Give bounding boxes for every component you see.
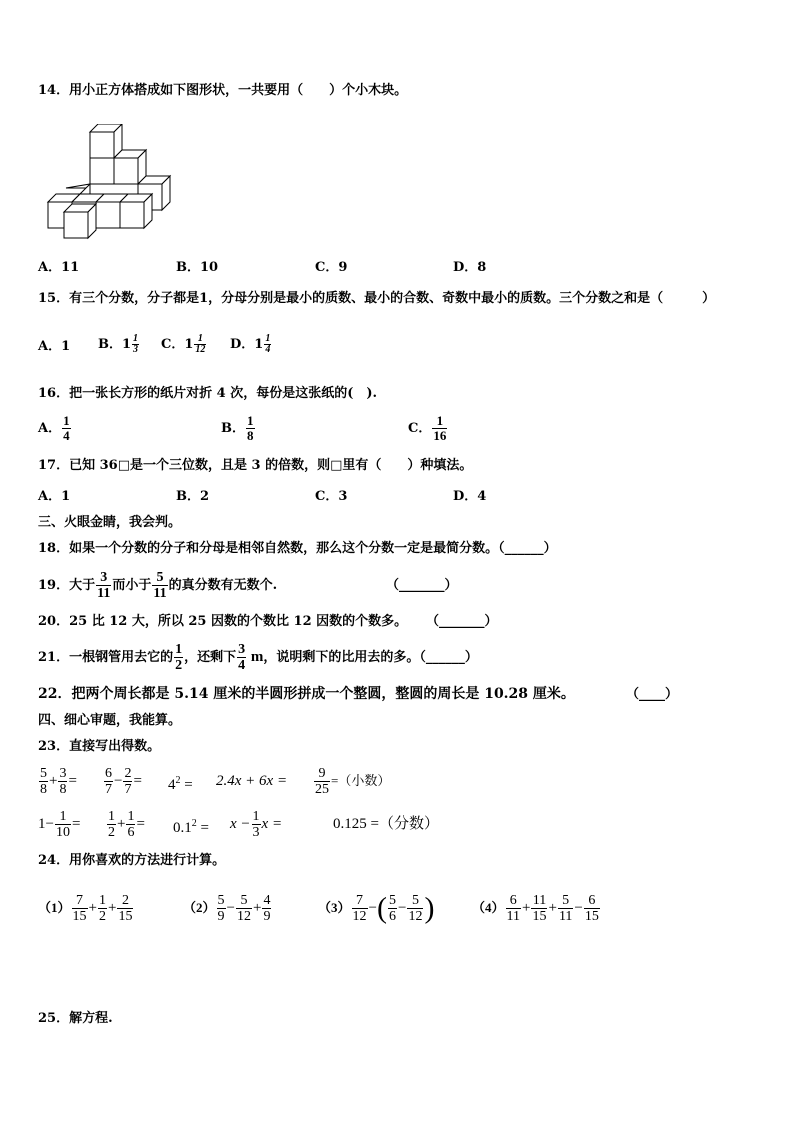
- q23-r1-expr1: [38, 763, 77, 799]
- q24-p4-d-den: 15: [584, 909, 599, 925]
- q24-p3-b-num: 5: [388, 893, 396, 909]
- q24-p3-right-paren: ): [424, 891, 435, 925]
- q16-option-c-num: 1: [436, 413, 444, 428]
- q16-option-c[interactable]: [408, 414, 448, 443]
- q23-r1e2-b-den: 7: [124, 782, 132, 798]
- q23-r2e3-base: 0.1: [173, 820, 192, 836]
- q23-r1e1-a-den: 8: [40, 782, 47, 798]
- q15-option-c-den: 12: [195, 344, 206, 355]
- q23-r2-expr2: [106, 806, 145, 842]
- q24-title: 24．用你喜欢的方法进行计算。: [38, 853, 226, 868]
- q21-mid: ，还剩下: [184, 650, 237, 665]
- q24-p1-a-den: 15: [72, 909, 87, 925]
- q24-p1-b-num: 1: [98, 893, 106, 909]
- q23-r1e2-a-num: 6: [105, 766, 112, 782]
- q24-p1-a-num: 7: [76, 893, 84, 909]
- q23-r2e4-num: 1: [252, 809, 260, 825]
- q23-r1e5-den: 25: [315, 782, 329, 798]
- q23-r2-expr4: [230, 806, 282, 842]
- q21-post: ，说明剩下的比用去的多。（______）: [263, 650, 478, 665]
- q24-p4-op1: +: [522, 900, 531, 916]
- q14-option-a[interactable]: A．11: [38, 260, 80, 275]
- q24-p2-b-num: 5: [240, 893, 248, 909]
- q23-r1e1-b-den: 8: [59, 782, 67, 798]
- q24-part1: [38, 886, 134, 930]
- q16-option-b-num: 1: [247, 413, 254, 428]
- q24-p2-op2: +: [252, 900, 262, 916]
- q14-text: 14．用小正方体搭成如下图形状，一共要用（ ）个小木块。: [38, 83, 408, 98]
- q23-r1e5-num: 9: [318, 766, 326, 782]
- q21-frac1-num: 1: [175, 642, 183, 657]
- q23-r1-expr3: [168, 772, 193, 794]
- q16-option-b-label: B．: [221, 421, 245, 436]
- q16-text: 16．把一张长方形的纸片对折 4 次，每份是这张纸的( ).: [38, 386, 378, 401]
- q15-option-c-whole: 1: [184, 336, 194, 352]
- q24-p4-op3: −: [574, 900, 583, 916]
- q23-r2-expr5: 0.125 =（分数）: [333, 816, 439, 832]
- q16-option-b[interactable]: [221, 414, 256, 443]
- q23-r2e4-post: x =: [261, 816, 283, 832]
- q17-option-a[interactable]: A．1: [38, 489, 71, 504]
- q21-unit: m: [247, 649, 264, 665]
- q24-p2-a-num: 5: [217, 893, 225, 909]
- q24-p3-b-den: 6: [388, 909, 396, 925]
- q24-p1-c-num: 2: [121, 893, 129, 909]
- q15-option-b-den: 3: [133, 344, 139, 355]
- q24-p4-a-den: 11: [506, 909, 520, 925]
- q21-pre: 21．一根钢管用去它的: [38, 650, 174, 665]
- q23-r2e2-a-num: 1: [108, 809, 115, 825]
- q23-r2e2-eq: =: [136, 816, 145, 832]
- q19-text: [38, 568, 277, 604]
- q17-option-c[interactable]: C．3: [315, 489, 348, 504]
- q23-r1e1-eq: =: [68, 773, 77, 789]
- q23-r2e1-eq: =: [71, 816, 81, 832]
- section-4-heading: 四、细心审题，我能算。: [38, 713, 182, 728]
- q21-text: [38, 639, 478, 676]
- q24-p4-c-num: 5: [562, 893, 570, 909]
- q19-pre: 19．大于: [38, 578, 96, 593]
- q23-r1e3-eq: =: [180, 777, 193, 793]
- q24-p1-op2: +: [107, 900, 117, 916]
- q24-p2-a-den: 9: [217, 909, 225, 925]
- q21-frac2-den: 4: [238, 658, 246, 673]
- q16-option-a-label: A．: [38, 421, 62, 436]
- q15-option-c-label: C．: [161, 337, 185, 352]
- q16-option-b-den: 8: [247, 428, 254, 443]
- q24-part2: [183, 886, 272, 930]
- q24-p3-c-num: 5: [411, 893, 419, 909]
- q24-p3-a-den: 12: [352, 909, 367, 925]
- q24-p3-c-den: 12: [408, 909, 423, 925]
- q23-r2e4-den: 3: [252, 825, 260, 841]
- q15-option-d-whole: 1: [254, 336, 264, 352]
- q24-part4: [472, 886, 601, 930]
- q19-frac1-den: 11: [97, 586, 111, 601]
- q24-part3: [318, 886, 434, 930]
- q23-r1e3-exp: 2: [175, 775, 181, 786]
- q23-r1e5-eq: =（小数）: [331, 773, 391, 788]
- q15-option-b-num: 1: [133, 333, 139, 344]
- q23-r2e3-eq: =: [196, 820, 209, 836]
- q23-r1-expr5: [313, 763, 390, 799]
- q23-r2e4-pre: x −: [230, 816, 251, 832]
- q21-frac2-num: 3: [238, 642, 246, 657]
- q15-option-b[interactable]: [98, 334, 140, 355]
- q23-r1-expr4: 2.4x + 6x =: [216, 773, 288, 789]
- q17-option-b[interactable]: B．2: [176, 489, 210, 504]
- q19-post: 的真分数有无数个.: [168, 578, 278, 593]
- q23-r2e3-exp: 2: [191, 818, 197, 829]
- q23-r1e2-a-den: 7: [105, 782, 112, 798]
- q23-r2e2-b-den: 6: [127, 825, 135, 841]
- q23-r2-expr1: [38, 806, 80, 842]
- q24-p1-c-den: 15: [118, 909, 133, 925]
- q24-p3-left-paren: (: [376, 891, 387, 925]
- q25-text: 25．解方程.: [38, 1011, 113, 1026]
- q23-r2e1-num: 1: [59, 809, 67, 825]
- q23-r1e1-op: +: [49, 773, 58, 789]
- q15-option-b-whole: 1: [122, 336, 132, 352]
- q21-frac1-den: 2: [175, 658, 183, 673]
- q24-p4-op2: +: [548, 900, 557, 916]
- q23-r2e2-op: +: [117, 816, 126, 832]
- q23-r1e1-b-num: 3: [59, 766, 67, 782]
- q15-option-d[interactable]: [230, 334, 272, 355]
- section-3-heading: 三、火眼金睛，我会判。: [38, 515, 182, 530]
- q19-frac1-num: 3: [100, 570, 108, 585]
- q18-text: 18．如果一个分数的分子和分母是相邻自然数，那么这个分数一定是最简分数。（______）: [38, 541, 557, 556]
- q24-p3-label: （3）: [318, 900, 351, 915]
- q23-title: 23．直接写出得数。: [38, 739, 161, 754]
- q23-r1e2-op: −: [114, 773, 123, 789]
- q14-option-c[interactable]: C．9: [315, 260, 348, 275]
- q19-frac2-den: 11: [153, 586, 167, 601]
- q19-frac2-num: 5: [156, 570, 164, 585]
- q14-option-d[interactable]: D．8: [453, 260, 487, 275]
- q15-option-d-label: D．: [230, 337, 255, 352]
- q15-option-d-den: 4: [265, 344, 271, 355]
- cube-stack-figure: [44, 124, 184, 244]
- q23-r2e2-a-den: 2: [108, 825, 115, 841]
- q15-option-c-num: 1: [197, 333, 203, 344]
- q23-r2-expr3: [173, 815, 209, 837]
- q19-mid: 而小于: [112, 578, 152, 593]
- q23-r2e1-pre: 1−: [38, 816, 54, 832]
- q16-option-c-label: C．: [408, 421, 432, 436]
- q24-p4-c-den: 11: [558, 909, 573, 925]
- q20-text: 20．25 比 12 大，所以 25 因数的个数比 12 因数的个数多。: [38, 614, 408, 629]
- q24-p1-op1: +: [88, 900, 97, 916]
- q23-r1e2-eq: =: [133, 773, 142, 789]
- q22-answer-blank[interactable]: （____）: [626, 687, 679, 702]
- q23-r1e2-b-num: 2: [124, 766, 132, 782]
- q24-p4-d-num: 6: [588, 893, 596, 909]
- q24-p2-c-den: 9: [263, 909, 271, 925]
- q17-option-d[interactable]: D．4: [453, 489, 487, 504]
- q15-option-a[interactable]: A．1: [38, 339, 71, 354]
- q24-p3-op2: −: [397, 900, 407, 916]
- q24-p4-label: （4）: [472, 900, 505, 915]
- q19-answer-blank[interactable]: （_______）: [386, 578, 458, 593]
- q24-p2-op1: −: [226, 900, 235, 916]
- q15-option-d-num: 1: [265, 333, 271, 344]
- q24-p4-a-num: 6: [509, 893, 517, 909]
- q16-option-a-den: 4: [63, 428, 70, 443]
- q15-option-b-label: B．: [98, 337, 122, 352]
- q20-answer-blank[interactable]: （_______）: [426, 614, 498, 629]
- q24-p1-b-den: 2: [98, 909, 106, 925]
- q17-text: 17．已知 36□是一个三位数，且是 3 的倍数，则□里有（ ）种填法。: [38, 458, 473, 473]
- q15-option-c[interactable]: [161, 334, 207, 355]
- q15-text: 15．有三个分数，分子都是1，分母分别是最小的质数、最小的合数、奇数中最小的质数。三个分数之和是（ ）: [38, 291, 716, 306]
- q24-p4-b-den: 15: [532, 909, 547, 925]
- q24-p4-b-num: 11: [532, 893, 547, 909]
- q24-p3-a-num: 7: [356, 893, 364, 909]
- q16-option-a-num: 1: [63, 413, 70, 428]
- q24-p2-label: （2）: [183, 900, 216, 915]
- q24-p1-label: （1）: [38, 900, 71, 915]
- q22-text: 22．把两个周长都是 5.14 厘米的半圆形拼成一个整圆，整圆的周长是 10.28 厘米。: [38, 686, 575, 702]
- q23-r2e1-den: 10: [55, 825, 70, 841]
- q16-option-c-den: 16: [433, 428, 447, 443]
- q24-p2-b-den: 12: [236, 909, 251, 925]
- q14-option-b[interactable]: B．10: [176, 260, 219, 275]
- q24-p3-op1: −: [368, 900, 377, 916]
- q23-r1e1-a-num: 5: [40, 766, 47, 782]
- q23-r1e3-base: 4: [168, 777, 176, 793]
- q23-r1-expr2: [103, 763, 142, 799]
- q24-p2-c-num: 4: [263, 893, 271, 909]
- q23-r2e2-b-num: 1: [127, 809, 135, 825]
- q16-option-a[interactable]: [38, 414, 72, 443]
